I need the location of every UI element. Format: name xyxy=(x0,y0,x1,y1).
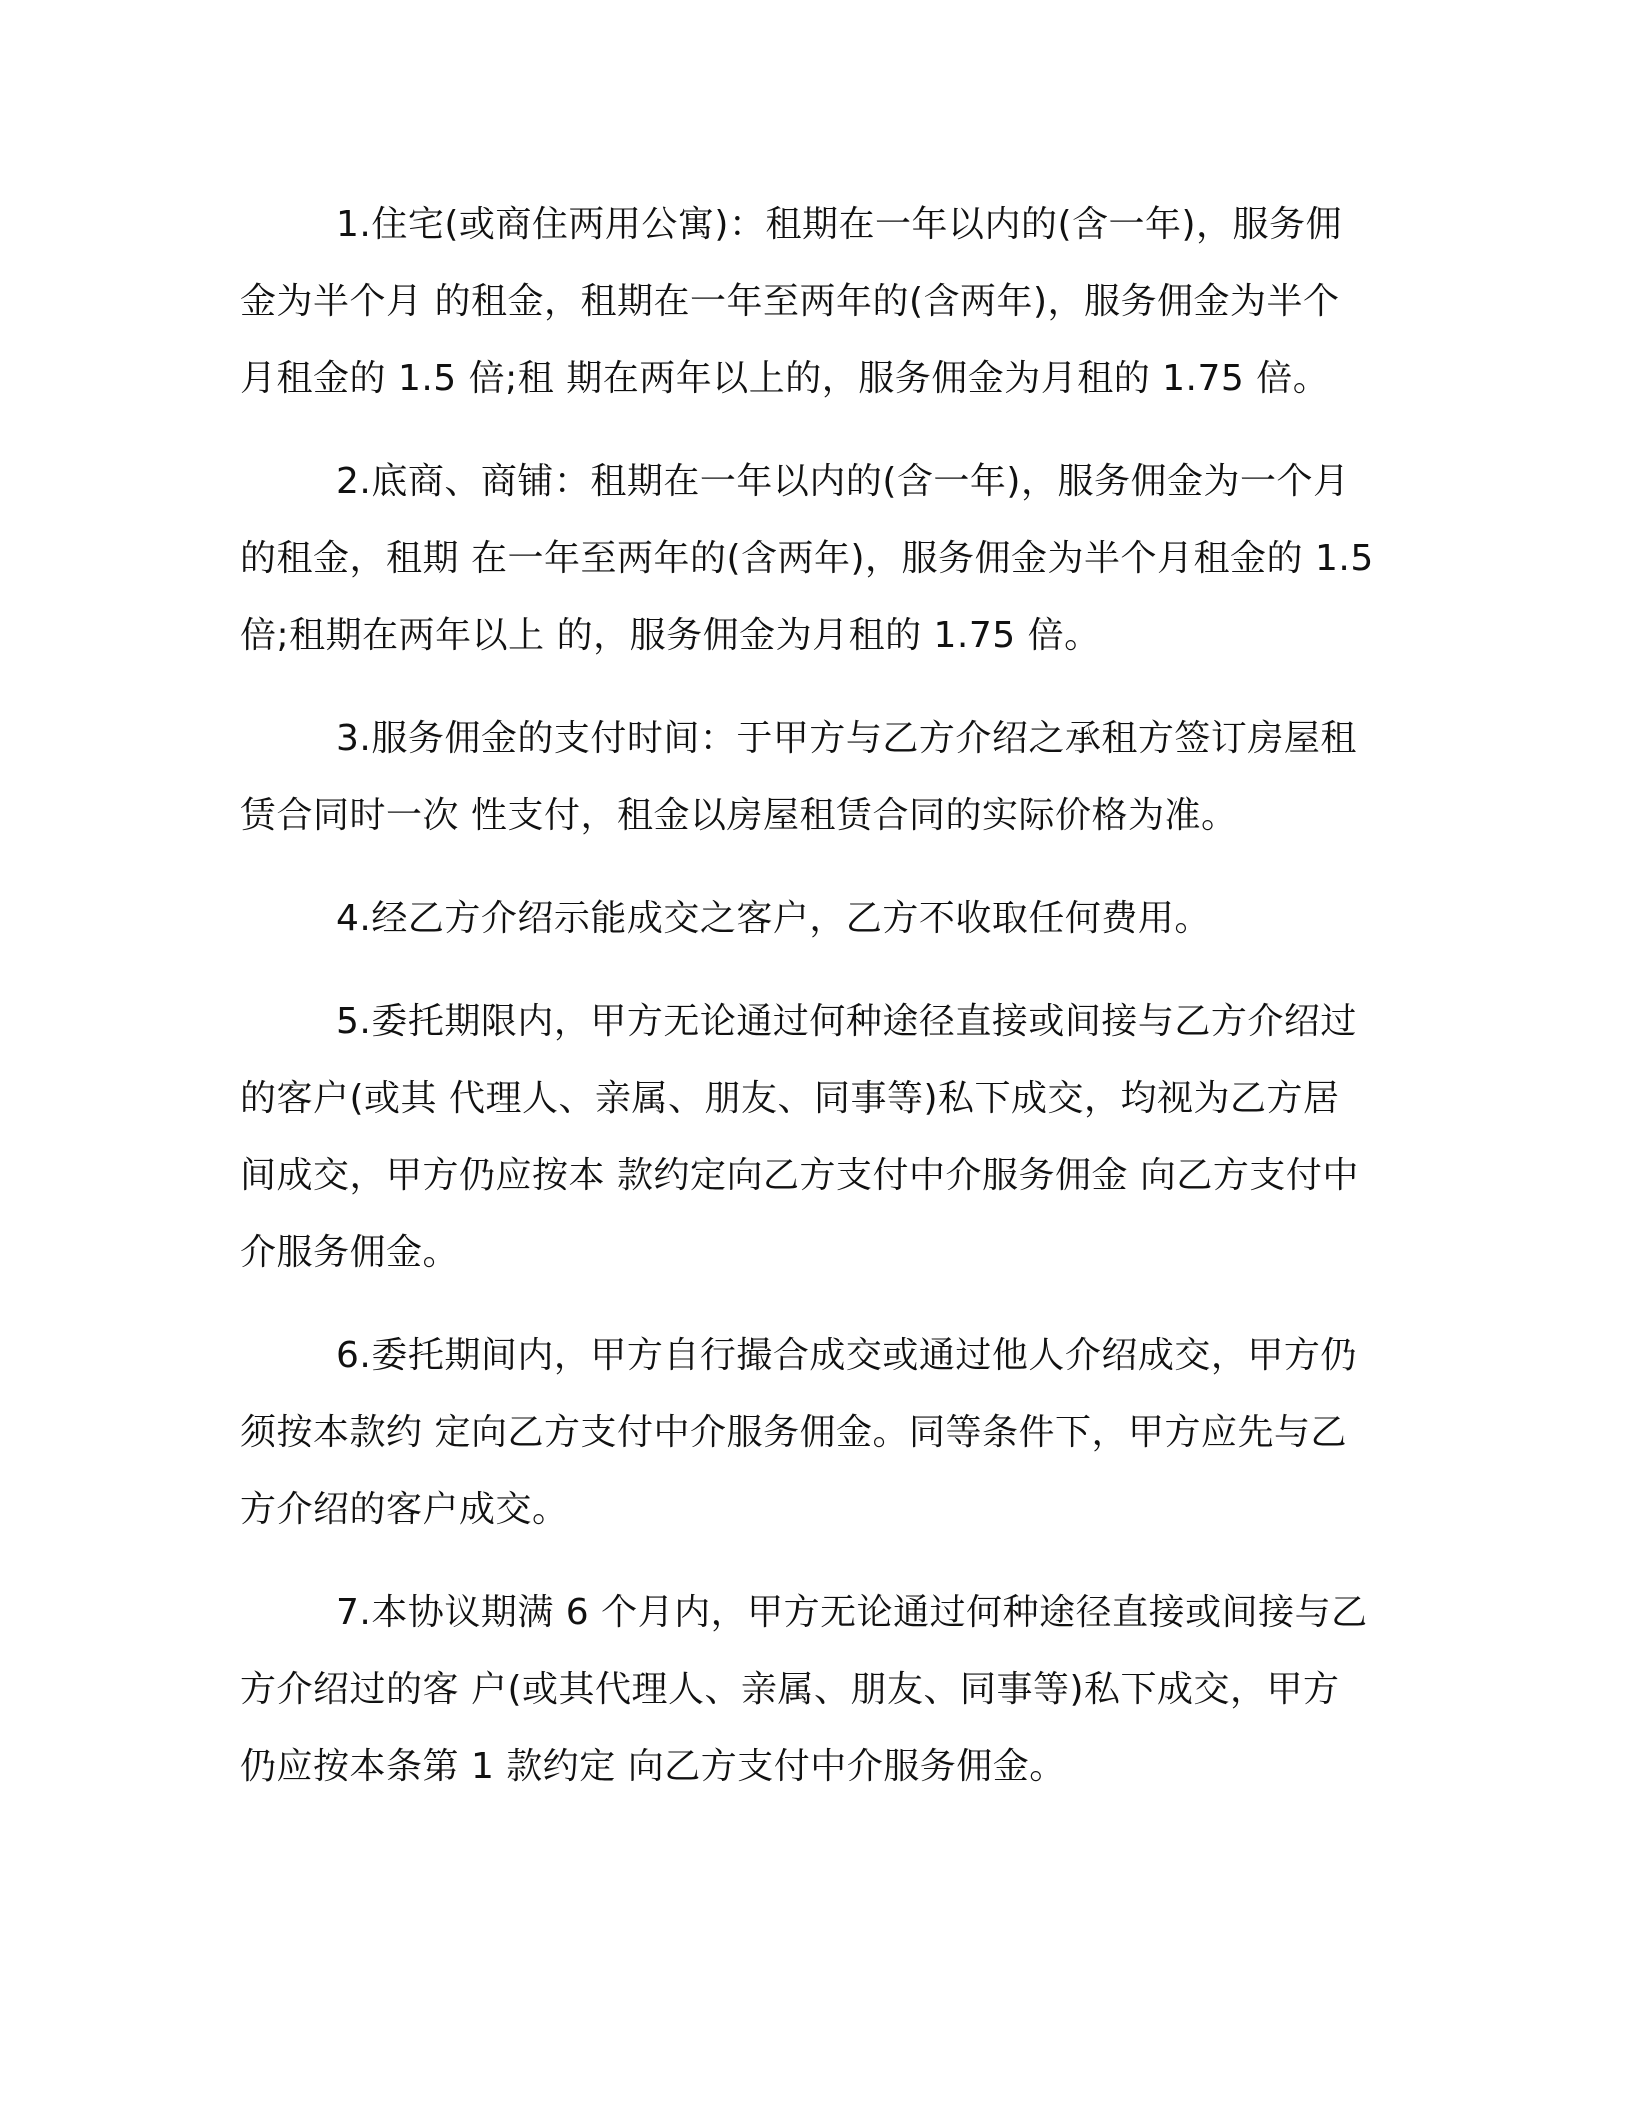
clause-line: 介服务佣金。 xyxy=(240,1232,460,1273)
clause-1 xyxy=(240,186,1380,417)
clause-line: 的租金，租期 在一年至两年的(含两年)，服务佣金为半个月租金的 1.5 xyxy=(240,538,1374,579)
clause-line: 2.底商、商铺：租期在一年以内的(含一年)，服务佣金为一个月 xyxy=(336,461,1350,502)
clause-line: 金为半个月 的租金，租期在一年至两年的(含两年)，服务佣金为半个 xyxy=(240,281,1340,322)
clause-line: 须按本款约 定向乙方支付中介服务佣金。同等条件下，甲方应先与乙 xyxy=(240,1412,1347,1453)
clause-line: 4.经乙方介绍示能成交之客户，乙方不收取任何费用。 xyxy=(336,898,1211,939)
document-body xyxy=(240,186,1380,1831)
clause-4 xyxy=(240,880,1380,957)
clause-2 xyxy=(240,443,1380,674)
clause-line: 5.委托期限内，甲方无论通过何种途径直接或间接与乙方介绍过 xyxy=(336,1001,1357,1042)
clause-line: 3.服务佣金的支付时间：于甲方与乙方介绍之承租方签订房屋租 xyxy=(336,718,1357,759)
clause-line: 间成交，甲方仍应按本 款约定向乙方支付中介服务佣金 向乙方支付中 xyxy=(240,1155,1359,1196)
clause-line: 方介绍过的客 户(或其代理人、亲属、朋友、同事等)私下成交，甲方 xyxy=(240,1669,1340,1710)
clause-5 xyxy=(240,983,1380,1291)
clause-line: 的客户(或其 代理人、亲属、朋友、同事等)私下成交，均视为乙方居 xyxy=(240,1078,1340,1119)
clause-line: 月租金的 1.5 倍;租 期在两年以上的，服务佣金为月租的 1.75 倍。 xyxy=(240,358,1330,399)
clause-line: 1.住宅(或商住两用公寓)：租期在一年以内的(含一年)，服务佣 xyxy=(336,204,1343,245)
clause-line: 赁合同时一次 性支付，租金以房屋租赁合同的实际价格为准。 xyxy=(240,795,1238,836)
clause-line: 仍应按本条第 1 款约定 向乙方支付中介服务佣金。 xyxy=(240,1746,1066,1787)
clause-6 xyxy=(240,1317,1380,1548)
clause-7 xyxy=(240,1574,1380,1805)
clause-3 xyxy=(240,700,1380,854)
clause-line: 方介绍的客户成交。 xyxy=(240,1489,569,1530)
clause-line: 倍;租期在两年以上 的，服务佣金为月租的 1.75 倍。 xyxy=(240,615,1101,656)
clause-line: 6.委托期间内，甲方自行撮合成交或通过他人介绍成交，甲方仍 xyxy=(336,1335,1357,1376)
clause-line: 7.本协议期满 6 个月内，甲方无论通过何种途径直接或间接与乙 xyxy=(336,1592,1368,1633)
